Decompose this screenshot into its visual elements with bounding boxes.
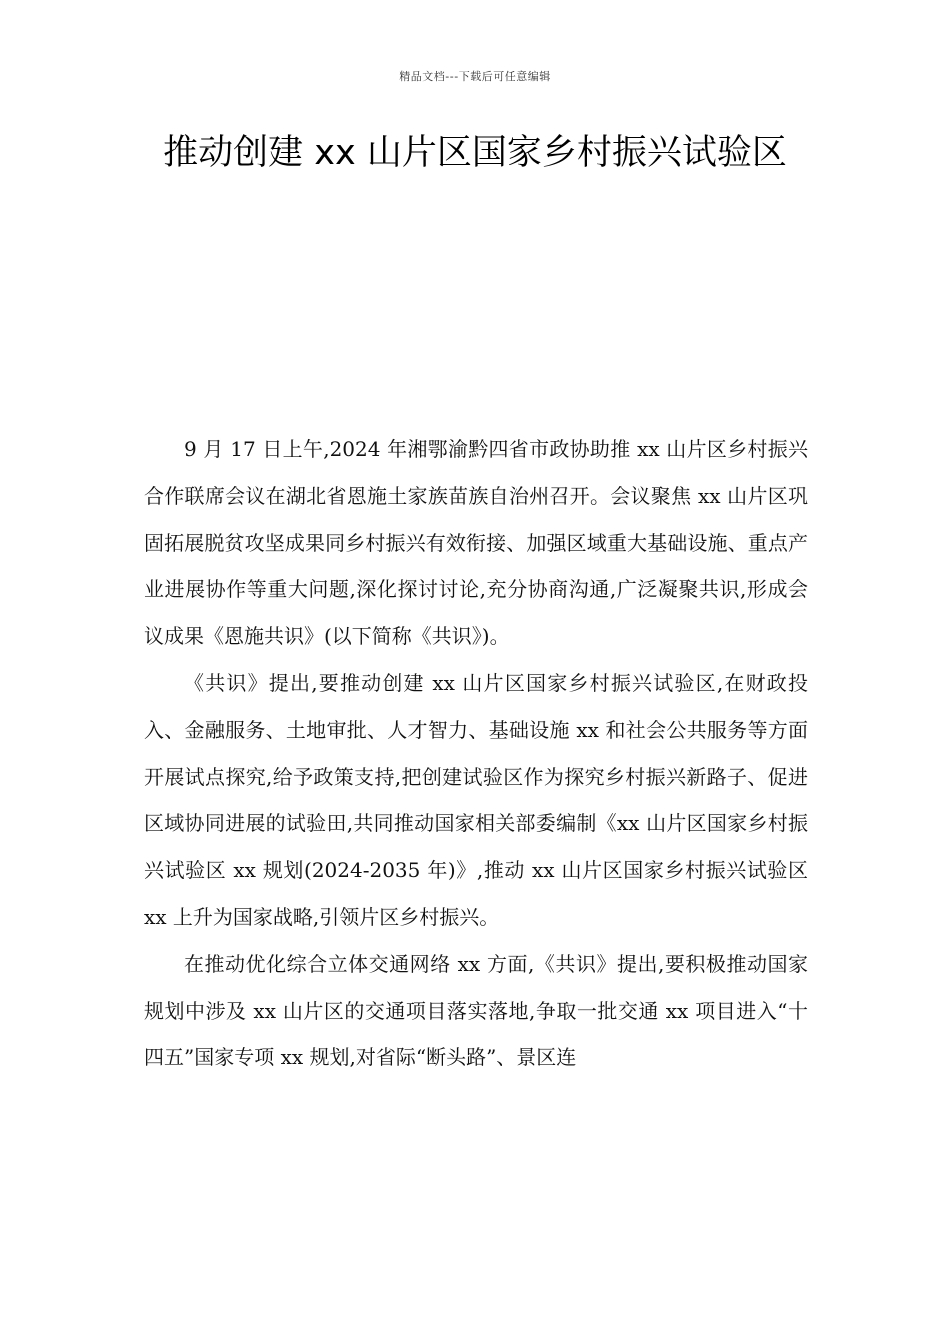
paragraph-1: 9 月 17 日上午,2024 年湘鄂渝黔四省市政协助推 xx 山片区乡村振兴合作联席会议在湖北省恩施土家族苗族自治州召开。会议聚焦 xx 山片区巩固拓展脱贫攻坚成果同乡村振兴有效衔接、加强区域重大基础设施、重点产业进展协作等重大问题,深化探讨讨论,充分协商沟通,广泛凝聚共识,形成会议成果《恩施共识》(以下简称《共识》)。 <box>144 437 808 649</box>
document-title: 推动创建 xx 山片区国家乡村振兴试验区 <box>163 133 787 173</box>
paragraph-2: 《共识》提出,要推动创建 xx 山片区国家乡村振兴试验区,在财政投入、金融服务、土地审批、人才智力、基础设施 xx 和社会公共服务等方面开展试点探究,给予政策支持,把创建试验区作为探究乡村振兴新路子、促进区域协同进展的试验田,共同推动国家相关部委编制《xx 山片区国家乡村振兴试验区 xx 规划(2024-2035 年)》,推动 xx 山片区国家乡村振兴试验区 xx 上升为国家战略,引领片区乡村振兴。 <box>144 670 808 929</box>
header-note: 精品文档---下载后可任意编辑 <box>399 70 551 83</box>
document-body <box>144 426 808 1081</box>
paragraph-3: 在推动优化综合立体交通网络 xx 方面,《共识》提出,要积极推动国家规划中涉及 xx 山片区的交通项目落实落地,争取一批交通 xx 项目进入“十四五”国家专项 xx 规划,对省际“断头路”、景区连 <box>144 951 808 1070</box>
